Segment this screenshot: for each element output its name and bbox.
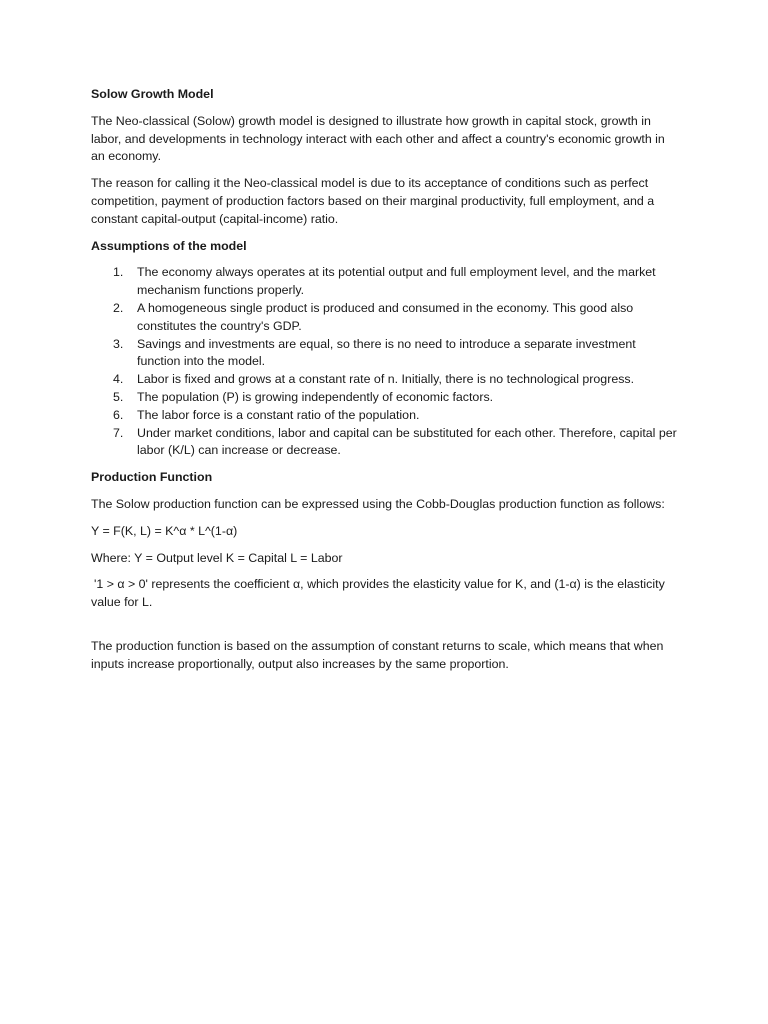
list-item <box>91 407 681 425</box>
list-item <box>91 300 681 336</box>
list-item-text: Under market conditions, labor and capital can be substituted for each other. Therefore, capital per labor (K/L) can increase or decrease. <box>137 425 677 458</box>
list-item-text: The labor force is a constant ratio of the population. <box>137 407 420 422</box>
list-item-text: A homogeneous single product is produced and consumed in the economy. This good also constitutes the country's GDP. <box>137 300 634 333</box>
list-item-text: Labor is fixed and grows at a constant rate of n. Initially, there is no technological progress. <box>137 372 635 387</box>
production-formula: Y = F(K, L) = K^α * L^(1-α) <box>91 523 238 538</box>
intro-paragraph-1: The Neo-classical (Solow) growth model is designed to illustrate how growth in capital stock, growth in labor, and developments in technology interact with each other and affect a country's economic growth in an economy. <box>91 113 665 164</box>
list-item-text: Savings and investments are equal, so there is no need to introduce a separate investment function into the model. <box>137 336 636 369</box>
list-item-number: 1. <box>113 265 124 280</box>
list-item <box>91 371 681 389</box>
intro-paragraph-2: The reason for calling it the Neo-classical model is due to its acceptance of conditions such as perfect competition, payment of production factors based on their marginal productivity, full employment, and a constant capital-output (capital-income) ratio. <box>91 176 655 226</box>
document-title: Solow Growth Model <box>91 87 214 101</box>
variable-definitions: Where: Y = Output level K = Capital L = Labor <box>91 550 343 565</box>
constant-returns-paragraph: The production function is based on the assumption of constant returns to scale, which means that when inputs increase proportionally, output also increases by the same proportion. <box>91 638 664 671</box>
list-item <box>91 336 681 372</box>
assumptions-heading: Assumptions of the model <box>91 238 247 253</box>
production-intro-paragraph: The Solow production function can be expressed using the Cobb-Douglas production function as follows: <box>91 496 665 511</box>
list-item-number: 5. <box>113 389 124 404</box>
alpha-coefficient-note: '1 > α > 0' represents the coefficient α, which provides the elasticity value for K, and (1-α) is the elasticity value for L. <box>91 577 665 610</box>
list-item-text: The population (P) is growing independently of economic factors. <box>137 389 494 404</box>
list-item <box>91 389 681 407</box>
production-function-heading: Production Function <box>91 470 213 485</box>
list-item <box>91 264 681 300</box>
assumptions-list <box>91 264 681 460</box>
document-body <box>91 86 681 683</box>
list-item-number: 7. <box>113 425 124 440</box>
list-item <box>91 425 681 461</box>
list-item-number: 3. <box>113 336 124 351</box>
list-item-number: 2. <box>113 300 124 315</box>
list-item-number: 4. <box>113 372 124 387</box>
list-item-text: The economy always operates at its potential output and full employment level, and the market mechanism functions properly. <box>137 265 656 298</box>
list-item-number: 6. <box>113 407 124 422</box>
